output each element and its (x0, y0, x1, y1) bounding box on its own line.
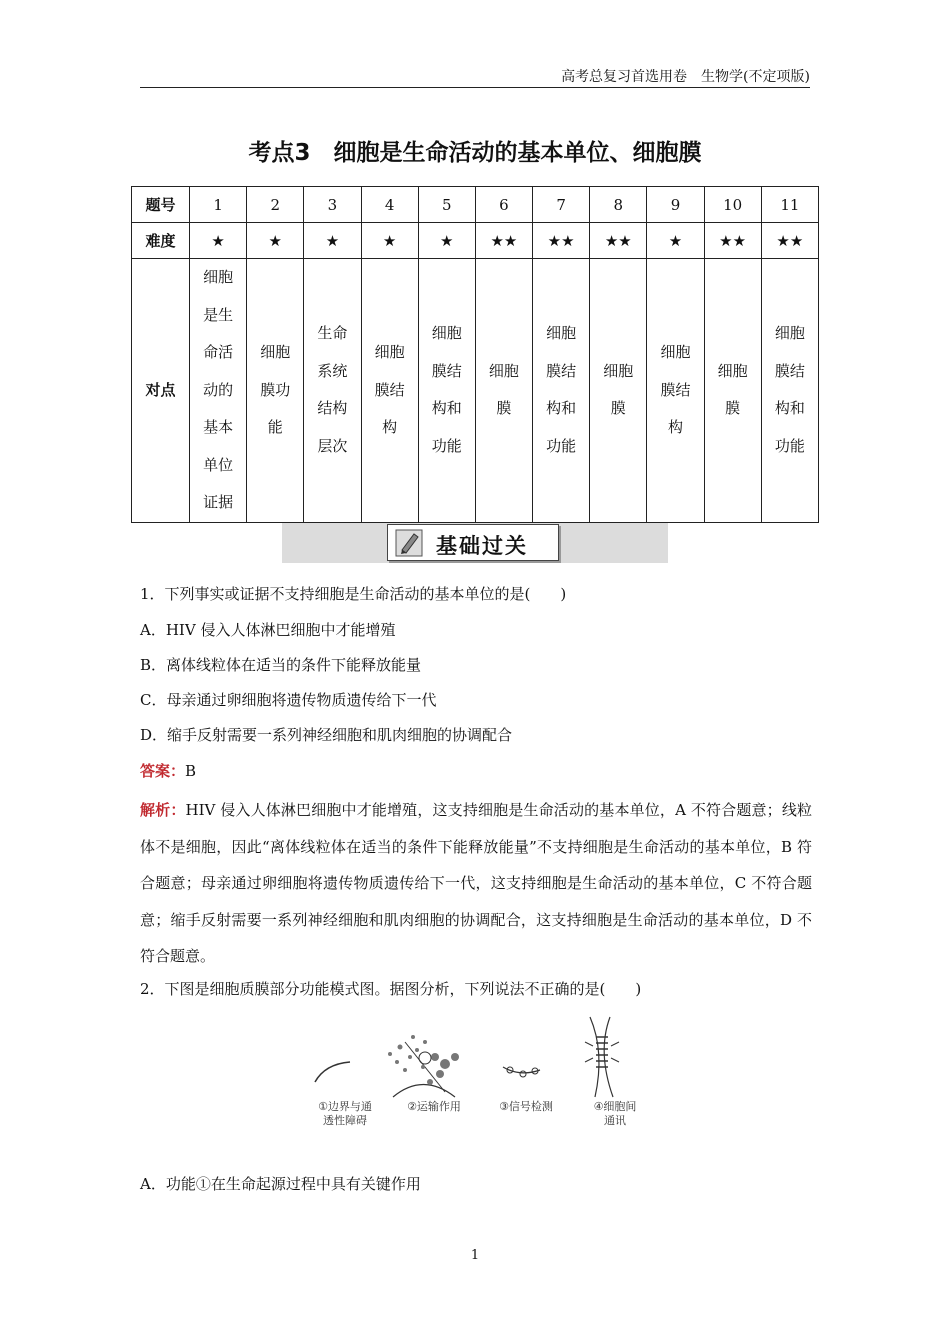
row-label-difficulty: 难度 (132, 223, 190, 259)
figure-label-2: ②运输作用 (407, 1100, 461, 1113)
difficulty-cell: ★★ (590, 223, 647, 259)
q1-option-d: D．缩手反射需要一系列神经细胞和肌肉细胞的协调配合 (140, 726, 513, 744)
point-text: 细胞膜功能 (260, 343, 291, 436)
difficulty-cell: ★★ (475, 223, 532, 259)
point-text: 细胞膜 (603, 361, 634, 418)
analysis-text: HIV 侵入人体淋巴细胞中才能增殖，这支持细胞是生命活动的基本单位，A 不符合题意；线粒体不是细胞，因此“离体线粒体在适当的条件下能释放能量”不支持细胞是生命活动的基本单位，B 符合题意；母亲通过卵细胞将遗传物质遗传给下一代，这支持细胞是生命活动的基本单位，C 不符合题意；缩手反射需要一系列神经细胞和肌肉细胞的协调配合，这支持细胞是生命活动的基本单位，D 不符合题意。 (140, 801, 812, 965)
question-number-cell: 6 (475, 187, 532, 223)
point-text: 细胞膜结构和功能 (431, 324, 462, 455)
membrane-function-figure (305, 1012, 650, 1137)
banner-label: 基础过关 (436, 534, 528, 558)
question-number-cell: 10 (704, 187, 761, 223)
difficulty-cell: ★ (247, 223, 304, 259)
question-number-cell: 7 (533, 187, 590, 223)
question-number-cell: 1 (190, 187, 247, 223)
point-text: 细胞膜 (717, 361, 748, 418)
question-number-cell: 4 (361, 187, 418, 223)
figure-label-3: ③信号检测 (499, 1100, 553, 1113)
point-cell (361, 259, 418, 523)
difficulty-cell: ★★ (533, 223, 590, 259)
figure-label-4: ④细胞间 通讯 (593, 1100, 637, 1127)
question-number-cell: 9 (647, 187, 704, 223)
banner-box (387, 524, 559, 561)
point-text: 细胞膜结构和功能 (774, 324, 805, 455)
difficulty-cell: ★ (418, 223, 475, 259)
knowledge-point-table (131, 186, 819, 523)
q2-option-a: A．功能①在生命起源过程中具有关键作用 (140, 1175, 421, 1193)
difficulty-cell: ★ (304, 223, 361, 259)
point-cell (475, 259, 532, 523)
question-number-cell: 2 (247, 187, 304, 223)
q1-option-b: B．离体线粒体在适当的条件下能释放能量 (140, 656, 422, 674)
point-text: 细胞膜结构 (660, 343, 691, 436)
point-cell (761, 259, 818, 523)
header-rule (140, 87, 810, 88)
q1-analysis (140, 792, 812, 975)
q1-option-a: A．HIV 侵入人体淋巴细胞中才能增殖 (140, 621, 396, 639)
question-number-cell: 3 (304, 187, 361, 223)
answer-label: 答案： (140, 762, 186, 780)
question-number-cell: 5 (418, 187, 475, 223)
q1-answer (140, 760, 196, 781)
pencil-icon (394, 528, 424, 558)
difficulty-cell: ★★ (761, 223, 818, 259)
section-title: 考点3 细胞是生命活动的基本单位、细胞膜 (248, 140, 702, 166)
q2-stem: 2．下图是细胞质膜部分功能模式图。据图分析，下列说法不正确的是( ) (140, 980, 642, 998)
point-cell (647, 259, 704, 523)
figure-label-1: ①边界与通 透性障碍 (318, 1100, 372, 1127)
analysis-label: 解析： (140, 801, 186, 819)
membrane-diagram (305, 1012, 650, 1102)
row-label-number: 题号 (132, 187, 190, 223)
page-number: 1 (470, 1248, 480, 1263)
difficulty-cell: ★ (190, 223, 247, 259)
question-number-cell: 8 (590, 187, 647, 223)
point-cell (190, 259, 247, 523)
point-cell (533, 259, 590, 523)
point-text: 细胞是生命活动的基本单位证据 (203, 268, 234, 511)
point-text: 细胞膜 (488, 361, 519, 418)
point-cell (247, 259, 304, 523)
q1-option-c: C．母亲通过卵细胞将遗传物质遗传给下一代 (140, 691, 437, 709)
difficulty-cell: ★ (361, 223, 418, 259)
q1-stem: 1．下列事实或证据不支持细胞是生命活动的基本单位的是( ) (140, 585, 567, 603)
row-label-point: 对点 (132, 259, 190, 523)
point-text: 生命系统结构层次 (317, 324, 348, 455)
answer-value: B (185, 762, 197, 780)
question-number-cell: 11 (761, 187, 818, 223)
point-text: 细胞膜结构 (374, 343, 405, 436)
point-cell (418, 259, 475, 523)
difficulty-cell: ★ (647, 223, 704, 259)
point-cell (304, 259, 361, 523)
point-cell (590, 259, 647, 523)
section-banner (282, 523, 668, 563)
running-header: 高考总复习首选用卷 生物学(不定项版) (561, 69, 810, 85)
difficulty-cell: ★★ (704, 223, 761, 259)
point-cell (704, 259, 761, 523)
point-text: 细胞膜结构和功能 (546, 324, 577, 455)
